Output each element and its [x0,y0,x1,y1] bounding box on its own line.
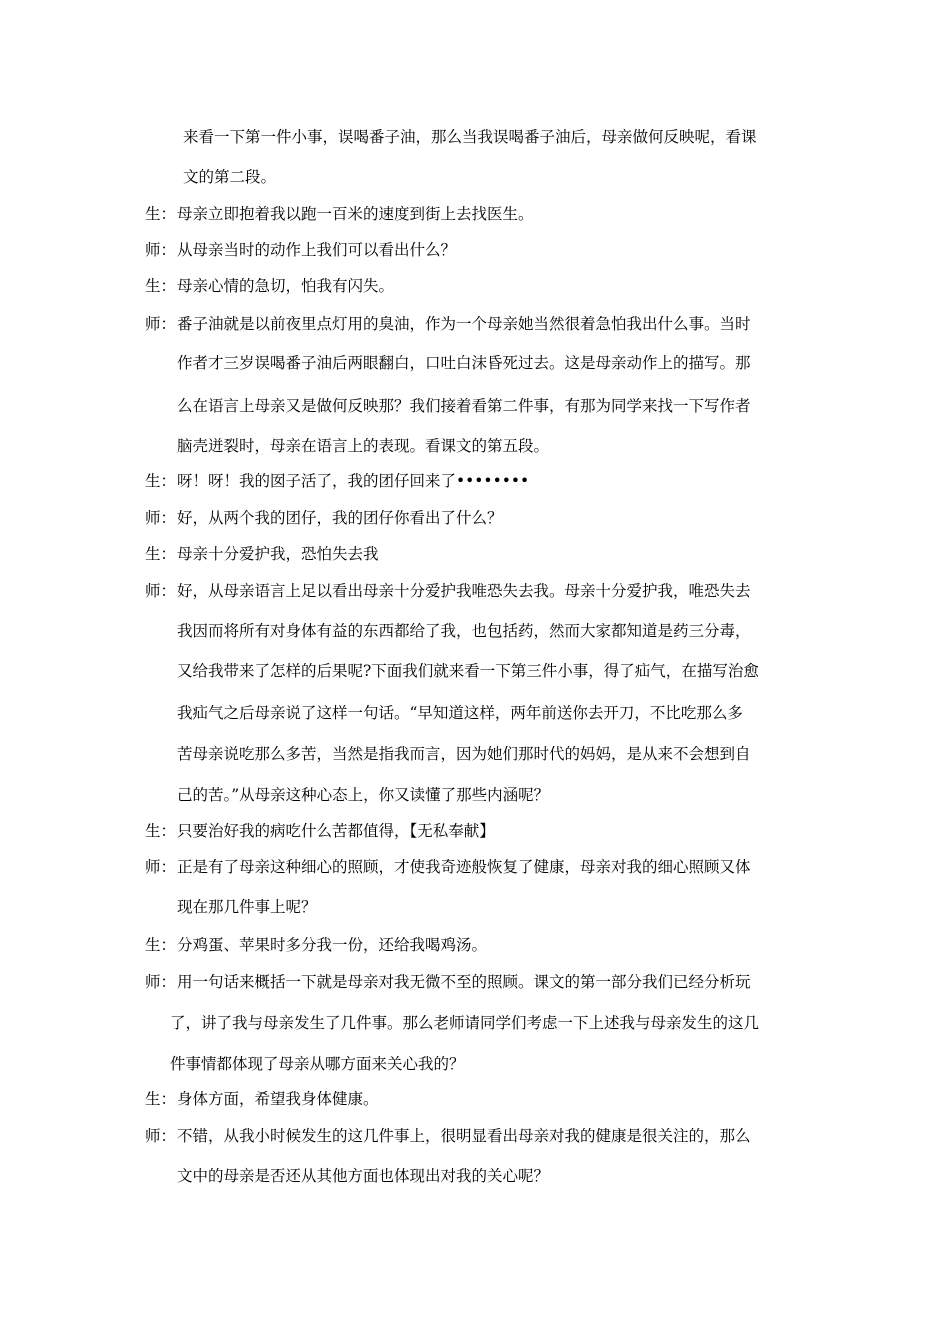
speaker-label: 生： [145,545,177,563]
line-text: 母亲心情的急切，怕我有闪失。 [177,277,395,295]
speaker-label: 师： [145,241,177,259]
line-text: 好，从两个我的团仔，我的团仔你看出了什么？ [177,509,503,527]
line-text: 用一句话来概括一下就是母亲对我无微不至的照顾。课文的第一部分我们已经分析玩 [177,973,751,991]
speaker-label: 生： [145,936,177,954]
line-text: 从母亲当时的动作上我们可以看出什么？ [177,241,457,259]
line-text: 文的第二段。 [183,168,277,186]
line-text: 脑壳迸裂时，母亲在语言上的表现。看课文的第五段。 [177,437,550,455]
line-text: 么在语言上母亲又是做何反映那？我们接着看第二件事，有那为同学来找一下写作者 [177,397,751,415]
line-text: 母亲十分爱护我，恐怕失去我 [177,545,379,563]
speaker-label: 师： [145,582,177,600]
speaker-label: 师： [145,973,177,991]
speaker-label: 生： [145,205,177,223]
line-text: 了，讲了我与母亲发生了几件事。那么老师请同学们考虑一下上述我与母亲发生的这几 [170,1014,760,1032]
speaker-label: 生： [145,277,177,295]
speaker-label: 生： [145,472,177,490]
line-text: 己的苦。”从母亲这种心态上，你又读懂了那些内涵呢？ [177,786,550,804]
line-text: 只要治好我的病吃什么苦都值得，【无私奉献】 [177,822,495,840]
line-text: 件事情都体现了母亲从哪方面来关心我的？ [170,1055,465,1073]
line-text: 分鸡蛋、苹果时多分我一份，还给我喝鸡汤。 [177,936,488,954]
speaker-label: 师： [145,858,177,876]
line-text: 现在那几件事上呢？ [177,898,317,916]
line-text: 母亲立即抱着我以跑一百米的速度到街上去找医生。 [177,205,534,223]
line-text: 好，从母亲语言上足以看出母亲十分爱护我唯恐失去我。母亲十分爱护我，唯恐失去 [177,582,751,600]
speaker-label: 生： [145,822,177,840]
line-text: 番子油就是以前夜里点灯用的臭油，作为一个母亲她当然很着急怕我出什么事。当时 [177,315,751,333]
speaker-label: 生： [145,1090,177,1108]
speaker-label: 师： [145,1127,177,1145]
line-text: 我因而将所有对身体有益的东西都给了我，也包括药，然而大家都知道是药三分毒， [177,622,751,640]
line-text: 身体方面，希望我身体健康。 [177,1090,379,1108]
line-text: 又给我带来了怎样的后果呢?下面我们就来看一下第三件小事，得了疝气，在描写治愈 [177,662,759,680]
line-text: 苦母亲说吃那么多苦，当然是指我而言，因为她们那时代的妈妈，是从来不会想到自 [177,745,751,763]
line-text: 作者才三岁误喝番子油后两眼翻白，口吐白沫昏死过去。这是母亲动作上的描写。那 [177,354,751,372]
speaker-label: 师： [145,315,177,333]
line-text: 呀！呀！我的囡子活了，我的团仔回来了•••••••• [177,472,530,490]
line-text: 不错，从我小时候发生的这几件事上，很明显看出母亲对我的健康是很关注的，那么 [177,1127,751,1145]
line-text: 我疝气之后母亲说了这样一句话。“早知道这样，两年前送你去开刀，不比吃那么多 [177,704,743,722]
line-text: 正是有了母亲这种细心的照顾，才使我奇迹般恢复了健康，母亲对我的细心照顾又体 [177,858,751,876]
line-text: 来看一下第一件小事，误喝番子油，那么当我误喝番子油后，母亲做何反映呢，看课 [183,128,757,146]
line-text: 文中的母亲是否还从其他方面也体现出对我的关心呢？ [177,1167,550,1185]
speaker-label: 师： [145,509,177,527]
